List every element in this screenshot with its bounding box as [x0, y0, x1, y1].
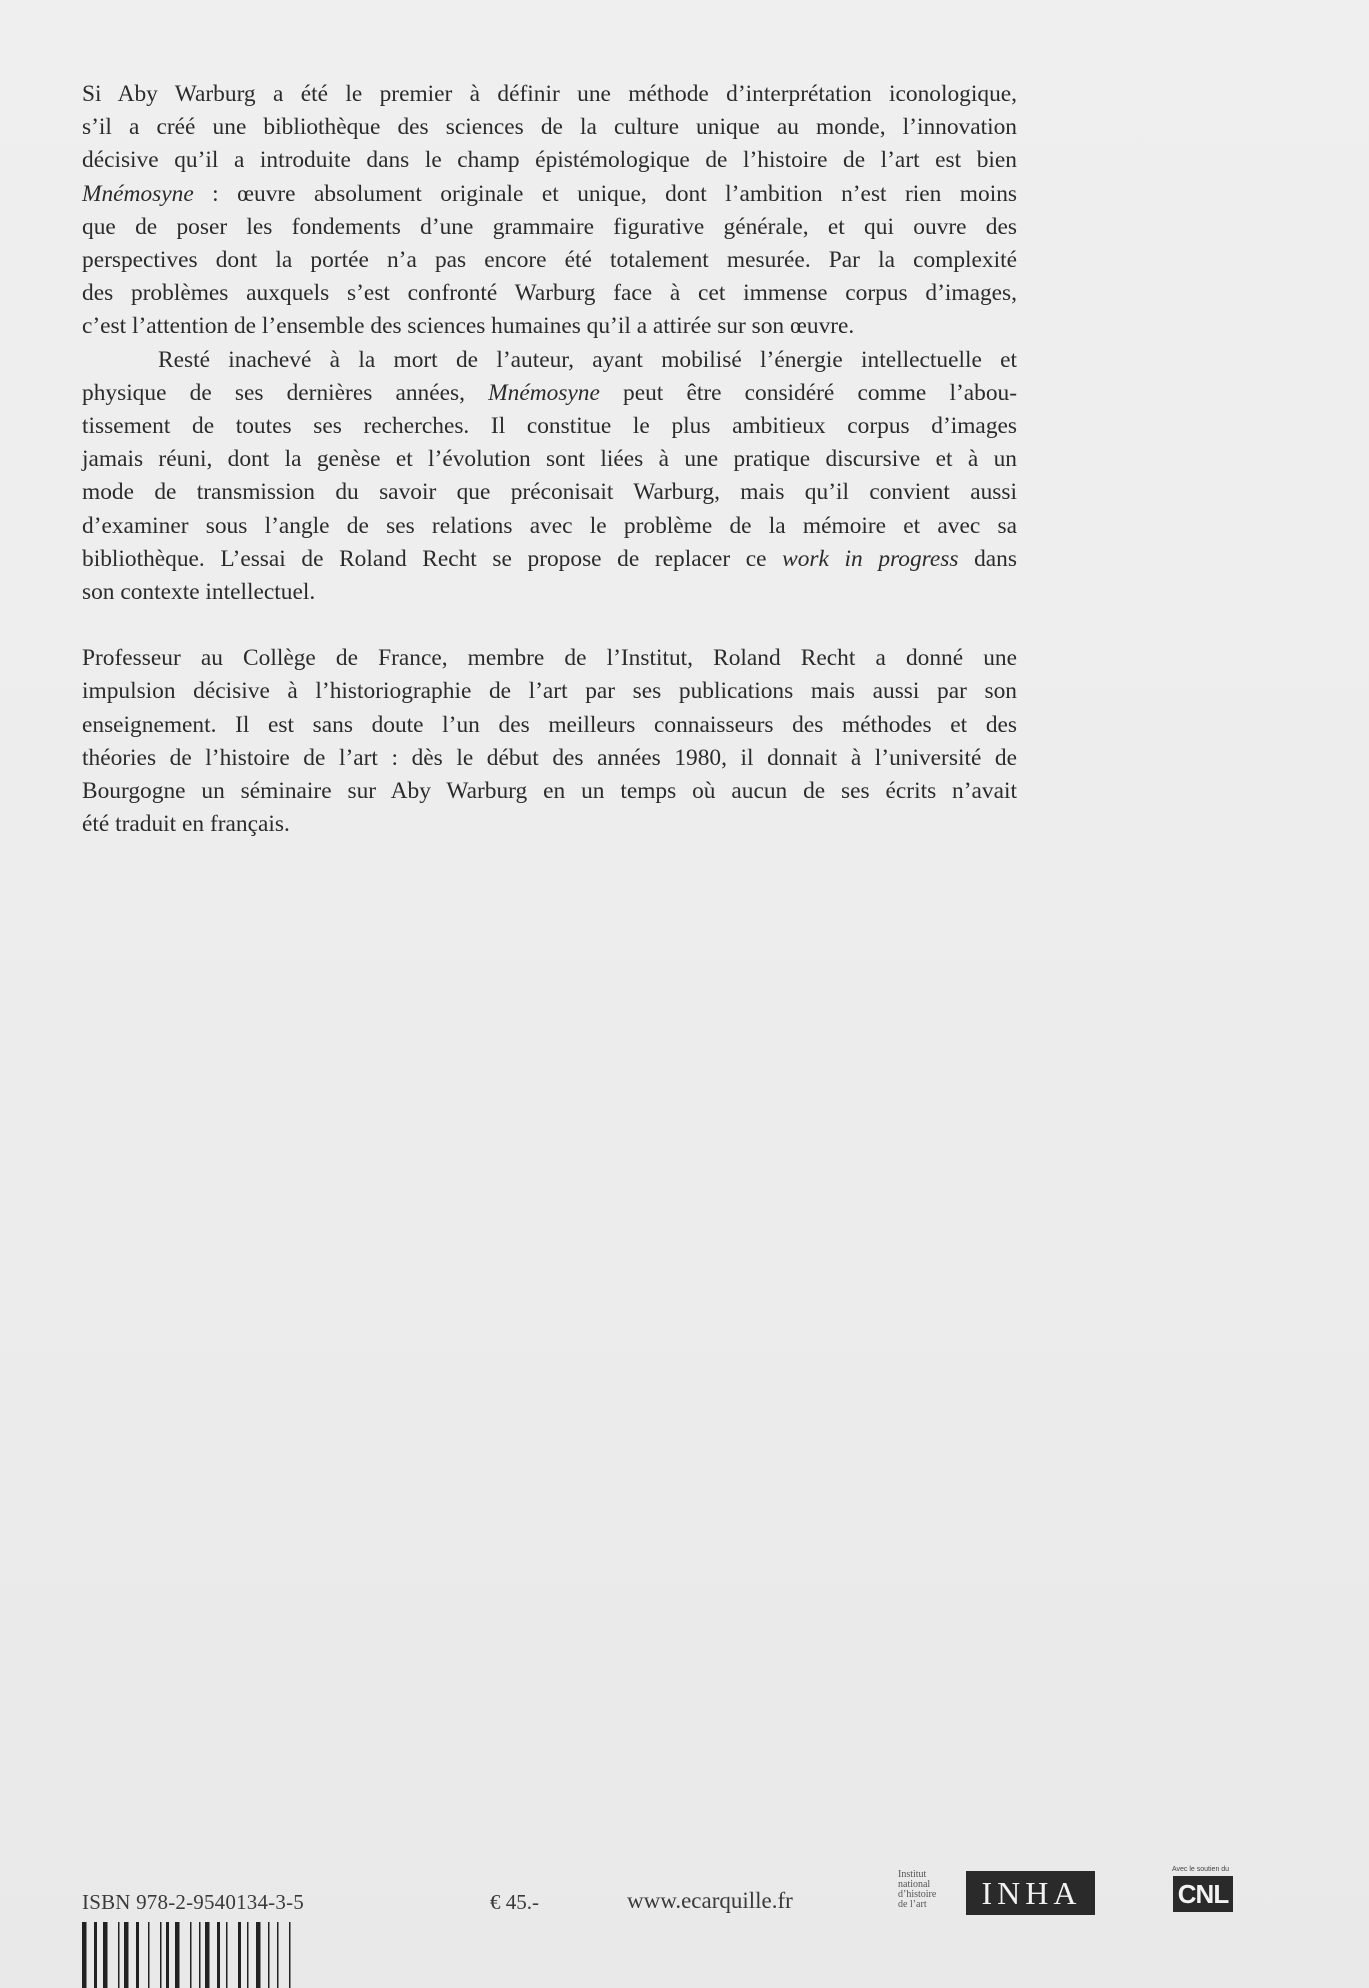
text-line: son contexte intellectuel. — [82, 579, 316, 606]
text-line: impulsion décisive à l’historiographie de l’art par ses publications mais aussi par son — [82, 678, 1017, 705]
text-fragment: bibliothèque. L’essai de Roland Recht se propose de replacer ce — [82, 545, 767, 572]
text-line: s’il a créé une bibliothèque des sciences de la culture unique au monde, l’innovation — [82, 114, 1017, 141]
text-line: des problèmes auxquels s’est confronté Warburg face à cet immense corpus d’images, — [82, 280, 1017, 307]
separator: : — [193, 180, 238, 207]
paragraph-2 — [82, 344, 1017, 610]
cnl-logo: CNL — [1173, 1876, 1233, 1912]
inha-caption-line: d’histoire — [898, 1889, 937, 1900]
text-line: théories de l’histoire de l’art : dès le début des années 1980, il donnait à l’université de — [82, 744, 1017, 771]
text-line: perspectives dont la portée n’a pas encore été totalement mesurée. Par la complexité — [82, 247, 1017, 274]
price-label: € 45.- — [490, 1890, 539, 1914]
italic-phrase: work in progress — [782, 545, 959, 572]
inha-caption-line: Institut — [898, 1869, 927, 1880]
text-line: tissement de toutes ses recherches. Il constitue le plus ambitieux corpus d’images — [82, 413, 1017, 440]
publisher-url[interactable]: www.ecarquille.fr — [627, 1888, 793, 1913]
paragraph-gap — [82, 609, 1017, 642]
text-fragment: physique de ses dernières années, — [82, 379, 465, 406]
text-line: que de poser les fondements d’une grammaire figurative générale, et qui ouvre des — [82, 213, 1017, 240]
text-line: enseignement. Il est sans doute l’un des meilleurs connaisseurs des méthodes et des — [82, 711, 1017, 738]
text-fragment: peut être considéré comme l’abou- — [623, 379, 1018, 406]
italic-title: Mnémosyne — [82, 180, 194, 207]
text-line — [82, 178, 1017, 211]
text-line: décisive qu’il a introduite dans le champ épistémologique de l’histoire de l’art est bien — [82, 147, 1017, 174]
inha-caption-line: de l’art — [898, 1899, 927, 1910]
text-line: c’est l’attention de l’ensemble des sciences humaines qu’il a attirée sur son œuvre. — [82, 313, 855, 340]
text-line: d’examiner sous l’angle de ses relations avec le problème de la mémoire et avec sa — [82, 512, 1017, 539]
text-line: mode de transmission du savoir que préconisait Warburg, mais qu’il convient aussi — [82, 479, 1017, 506]
text-fragment: dans — [974, 545, 1017, 572]
text-line: Resté inachevé à la mort de l’auteur, ayant mobilisé l’énergie intellectuelle et — [158, 346, 1017, 373]
inha-caption-line: national — [898, 1879, 931, 1890]
text-fragment: œuvre absolument originale et unique, dont l’ambition n’est rien moins — [237, 180, 1017, 207]
barcode-icon — [82, 1922, 332, 1988]
text-line: été traduit en français. — [82, 811, 290, 838]
isbn-label: ISBN 978-2-9540134-3-5 — [82, 1890, 304, 1914]
text-line — [82, 377, 1017, 410]
text-line: jamais réuni, dont la genèse et l’évolution sont liées à une pratique discursive et à un — [82, 446, 1017, 473]
inha-caption — [898, 1870, 936, 1910]
text-line — [82, 543, 1017, 576]
paragraph-3 — [82, 642, 1017, 841]
text-line: Bourgogne un séminaire sur Aby Warburg en un temps où aucun de ses écrits n’avait — [82, 778, 1017, 805]
inha-logo: INHA — [966, 1871, 1095, 1915]
text-line: Si Aby Warburg a été le premier à définir une méthode d’interprétation iconologique, — [82, 81, 1017, 107]
paragraph-1 — [82, 78, 1017, 344]
cnl-caption: Avec le soutien du — [1172, 1866, 1230, 1873]
text-line: Professeur au Collège de France, membre de l’Institut, Roland Recht a donné une — [82, 645, 1017, 672]
blurb-text — [82, 78, 1017, 841]
italic-title: Mnémosyne — [488, 379, 600, 406]
